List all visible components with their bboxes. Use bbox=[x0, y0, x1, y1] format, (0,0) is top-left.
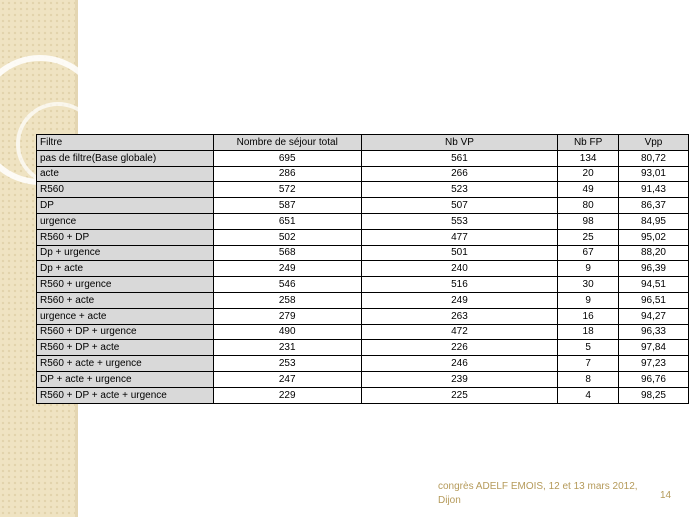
table-row bbox=[37, 371, 689, 387]
row-value-cell: 95,02 bbox=[618, 229, 688, 245]
row-value-cell: 9 bbox=[558, 261, 619, 277]
table-row bbox=[37, 166, 689, 182]
row-value-cell: 84,95 bbox=[618, 213, 688, 229]
row-value-cell: 25 bbox=[558, 229, 619, 245]
row-value-cell: 501 bbox=[361, 245, 558, 261]
row-value-cell: 96,33 bbox=[618, 324, 688, 340]
row-filter-label: pas de filtre(Base globale) bbox=[37, 150, 214, 166]
row-value-cell: 80 bbox=[558, 198, 619, 214]
row-value-cell: 546 bbox=[213, 277, 361, 293]
table-row bbox=[37, 308, 689, 324]
row-value-cell: 98 bbox=[558, 213, 619, 229]
row-filter-label: R560 + DP bbox=[37, 229, 214, 245]
row-value-cell: 7 bbox=[558, 356, 619, 372]
row-value-cell: 80,72 bbox=[618, 150, 688, 166]
row-filter-label: R560 + urgence bbox=[37, 277, 214, 293]
row-value-cell: 258 bbox=[213, 292, 361, 308]
row-filter-label: R560 bbox=[37, 182, 214, 198]
table-row bbox=[37, 292, 689, 308]
row-value-cell: 263 bbox=[361, 308, 558, 324]
row-value-cell: 231 bbox=[213, 340, 361, 356]
row-value-cell: 246 bbox=[361, 356, 558, 372]
row-value-cell: 67 bbox=[558, 245, 619, 261]
row-filter-label: urgence bbox=[37, 213, 214, 229]
row-value-cell: 93,01 bbox=[618, 166, 688, 182]
row-value-cell: 695 bbox=[213, 150, 361, 166]
row-filter-label: urgence + acte bbox=[37, 308, 214, 324]
row-value-cell: 561 bbox=[361, 150, 558, 166]
row-value-cell: 18 bbox=[558, 324, 619, 340]
row-filter-label: Dp + urgence bbox=[37, 245, 214, 261]
header-nb-fp: Nb FP bbox=[558, 135, 619, 151]
row-value-cell: 94,51 bbox=[618, 277, 688, 293]
row-value-cell: 88,20 bbox=[618, 245, 688, 261]
header-vpp: Vpp bbox=[618, 135, 688, 151]
row-value-cell: 8 bbox=[558, 371, 619, 387]
row-value-cell: 9 bbox=[558, 292, 619, 308]
row-value-cell: 134 bbox=[558, 150, 619, 166]
footer-conference-text: congrès ADELF EMOIS, 12 et 13 mars 2012, Dijon bbox=[438, 481, 638, 506]
row-value-cell: 472 bbox=[361, 324, 558, 340]
row-value-cell: 96,39 bbox=[618, 261, 688, 277]
row-value-cell: 651 bbox=[213, 213, 361, 229]
table-row bbox=[37, 182, 689, 198]
row-value-cell: 516 bbox=[361, 277, 558, 293]
row-filter-label: acte bbox=[37, 166, 214, 182]
row-value-cell: 490 bbox=[213, 324, 361, 340]
row-value-cell: 91,43 bbox=[618, 182, 688, 198]
row-value-cell: 49 bbox=[558, 182, 619, 198]
row-value-cell: 229 bbox=[213, 387, 361, 403]
header-filtre: Filtre bbox=[37, 135, 214, 151]
row-value-cell: 477 bbox=[361, 229, 558, 245]
row-value-cell: 30 bbox=[558, 277, 619, 293]
row-value-cell: 96,51 bbox=[618, 292, 688, 308]
row-filter-label: R560 + DP + acte bbox=[37, 340, 214, 356]
table-row bbox=[37, 198, 689, 214]
table-row bbox=[37, 356, 689, 372]
row-value-cell: 266 bbox=[361, 166, 558, 182]
table-row bbox=[37, 277, 689, 293]
row-value-cell: 86,37 bbox=[618, 198, 688, 214]
row-value-cell: 279 bbox=[213, 308, 361, 324]
row-filter-label: DP bbox=[37, 198, 214, 214]
table-row bbox=[37, 340, 689, 356]
row-filter-label: DP + acte + urgence bbox=[37, 371, 214, 387]
row-value-cell: 98,25 bbox=[618, 387, 688, 403]
table-row bbox=[37, 150, 689, 166]
row-value-cell: 553 bbox=[361, 213, 558, 229]
header-nombre-sejour: Nombre de séjour total bbox=[213, 135, 361, 151]
row-value-cell: 507 bbox=[361, 198, 558, 214]
row-value-cell: 96,76 bbox=[618, 371, 688, 387]
table-row bbox=[37, 229, 689, 245]
table-row bbox=[37, 213, 689, 229]
row-value-cell: 249 bbox=[213, 261, 361, 277]
header-nb-vp: Nb VP bbox=[361, 135, 558, 151]
row-value-cell: 94,27 bbox=[618, 308, 688, 324]
page-number: 14 bbox=[660, 490, 672, 501]
table-row bbox=[37, 261, 689, 277]
table-header-row bbox=[37, 135, 689, 151]
row-filter-label: R560 + acte bbox=[37, 292, 214, 308]
results-table bbox=[36, 134, 689, 404]
row-value-cell: 253 bbox=[213, 356, 361, 372]
table-row bbox=[37, 324, 689, 340]
table-row bbox=[37, 245, 689, 261]
table-body bbox=[37, 150, 689, 403]
row-filter-label: R560 + acte + urgence bbox=[37, 356, 214, 372]
row-value-cell: 502 bbox=[213, 229, 361, 245]
row-filter-label: Dp + acte bbox=[37, 261, 214, 277]
row-value-cell: 239 bbox=[361, 371, 558, 387]
row-value-cell: 247 bbox=[213, 371, 361, 387]
row-value-cell: 587 bbox=[213, 198, 361, 214]
row-value-cell: 572 bbox=[213, 182, 361, 198]
row-value-cell: 16 bbox=[558, 308, 619, 324]
row-value-cell: 97,84 bbox=[618, 340, 688, 356]
row-filter-label: R560 + DP + urgence bbox=[37, 324, 214, 340]
row-value-cell: 5 bbox=[558, 340, 619, 356]
row-value-cell: 249 bbox=[361, 292, 558, 308]
row-value-cell: 523 bbox=[361, 182, 558, 198]
row-value-cell: 225 bbox=[361, 387, 558, 403]
row-value-cell: 20 bbox=[558, 166, 619, 182]
row-value-cell: 4 bbox=[558, 387, 619, 403]
row-value-cell: 286 bbox=[213, 166, 361, 182]
table-row bbox=[37, 387, 689, 403]
row-value-cell: 226 bbox=[361, 340, 558, 356]
row-filter-label: R560 + DP + acte + urgence bbox=[37, 387, 214, 403]
row-value-cell: 97,23 bbox=[618, 356, 688, 372]
row-value-cell: 568 bbox=[213, 245, 361, 261]
row-value-cell: 240 bbox=[361, 261, 558, 277]
